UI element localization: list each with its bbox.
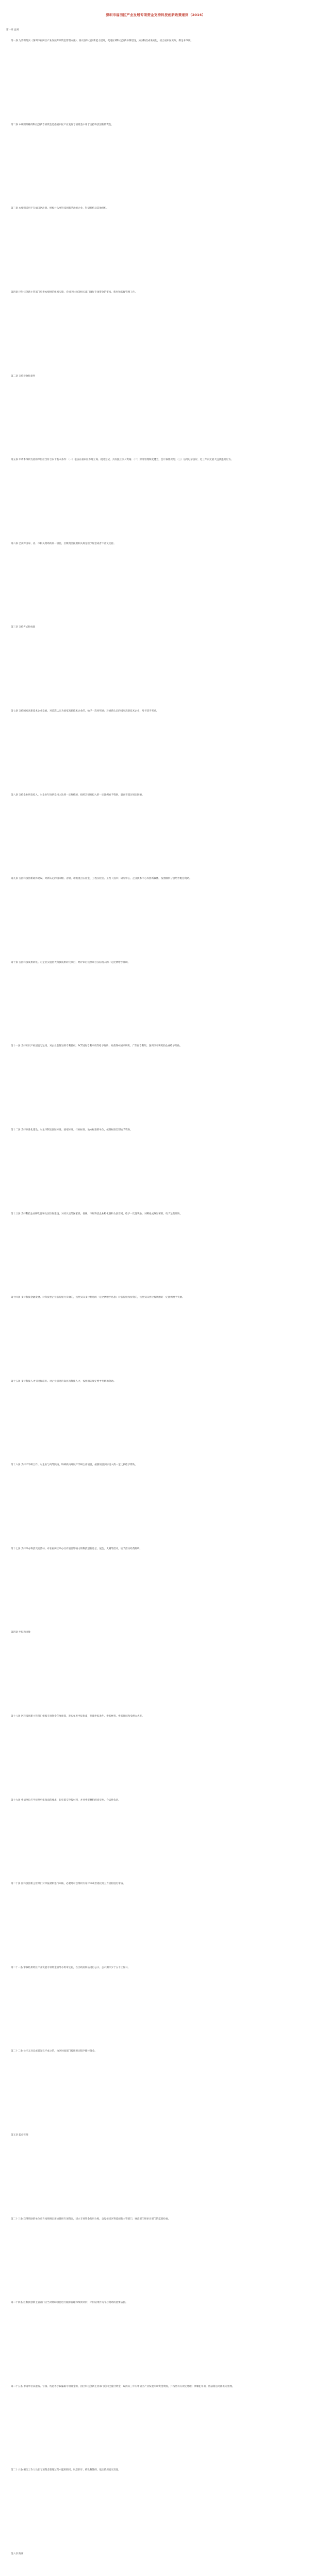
article-paragraph: 第九条 支持科技创新载体建设。对新认定的国家级、省级、市级重点实验室、工程实验室、工程（技术）研究中心、企业技术中心等创新载体，按照级别分别给予配套资助。 bbox=[11, 877, 192, 880]
document-body bbox=[6, 39, 305, 2576]
article-paragraph: 第六条 已获得国家、省、市相关资助的同一项目，区级资金按照相关规定给予配套或者不重复支持。 bbox=[11, 542, 116, 545]
article-paragraph: 第七条 支持国家高新技术企业发展。对首次认定为国家高新技术企业的，给予一次性奖励；对重新认定的国家高新技术企业，给予适当奖励。 bbox=[11, 709, 159, 713]
article-paragraph: 第一条 为贯彻落实《深圳市福田区产业发展专项资金管理办法》，推动区科技创新能力提升，促进区域科技创新体系建设，加快科技成果转化，结合福田区实际，制定本细则。 bbox=[11, 40, 193, 43]
article-paragraph: 第二十六条 相关工作人员在专项资金管理过程中滥用职权、玩忽职守、徇私舞弊的，依法依规追究责任。 bbox=[11, 2469, 121, 2472]
article-paragraph: 第五章 监督管理 bbox=[11, 2134, 28, 2137]
article-paragraph: 第十二条 支持标准化建设。对主导制定国际标准、国家标准、行业标准、地方标准的单位，按照标准类别给予资助。 bbox=[11, 1128, 133, 1131]
document-title: 深圳市福田区产业发展专项资金支持科技创新政策细则（2016） bbox=[105, 13, 206, 17]
article-paragraph: 第十三条 支持科技企业孵化器和众创空间建设。对经认定的国家级、省级、市级科技企业孵化器和众创空间，给予一次性奖励；对孵化成效显著的，给予运营资助。 bbox=[11, 1212, 183, 1215]
article-paragraph: 第十八条 区科技创新主管部门根据专项资金年度预算，发布年度申报指南，明确申报条件、申报材料、申报时间和受理方式等。 bbox=[11, 1715, 144, 1718]
article-paragraph: 第四条 区科技创新主管部门负责本细则的组织实施，会同区财政等相关部门做好专项资金的审核、拨付和监督管理工作。 bbox=[11, 291, 137, 294]
article-paragraph: 第四章 申报和审批 bbox=[11, 1631, 31, 1634]
article-paragraph: 第二十三条 获得资助的单位应当按照规定用途使用专项资金，建立专项资金使用台账，自觉接受区科技创新主管部门、财政部门和审计部门的监督检查。 bbox=[11, 2217, 171, 2221]
article-paragraph: 第三条 本细则适用于在福田区注册、纳税并从事科技创新活动的企业、科研机构及其他组织。 bbox=[11, 207, 109, 210]
article-paragraph: 第三章 支持方式和标准 bbox=[11, 626, 36, 629]
article-paragraph: 第五条 申请本细则支持的单位应当符合以下基本条件：（一）依法在福田区办理工商、税务登记，具有独立法人资格；（二）财务管理制度健全，会计核算规范；（三）信用记录良好，近三年内无重大违法违规行为。 bbox=[11, 459, 233, 462]
article-paragraph: 第六章 附则 bbox=[11, 2553, 24, 2556]
article-paragraph: 第十五条 支持科技人才引进和培养。对企业引进的高层次科技人才，按照相关规定给予奖励和资助。 bbox=[11, 1380, 116, 1383]
article-paragraph: 第二章 支持对象和条件 bbox=[11, 375, 36, 378]
article-paragraph: 第十四条 支持科技金融发展。对科技型企业获得银行贷款的，按照实际支付利息的一定比例给予贴息；对获得股权投资的，按照实际到位投资额的一定比例给予奖励。 bbox=[11, 1296, 185, 1299]
article-paragraph: 第十六条 支持产学研合作。对企业与高等院校、科研机构开展产学研合作项目，按照项目实际投入的一定比例给予资助。 bbox=[11, 1464, 137, 1467]
article-paragraph: 第十九条 申请单位应当按照申报指南的要求，如实提交申报材料，并对申报材料的真实性、合法性负责。 bbox=[11, 1799, 121, 1802]
article-paragraph: 第八条 支持企业研发投入。对企业年度研发投入达到一定规模的，按照其研发投入的一定比例给予资助，最高不超过规定限额。 bbox=[11, 793, 144, 796]
article-paragraph: 第十七条 支持举办科技交流活动。对在福田区举办具有重要影响力的科技创新论坛、展会、大赛等活动，给予活动经费资助。 bbox=[11, 1547, 142, 1550]
article-paragraph: 第二十二条 公示无异议或者异议不成立的，由区财政部门按照规定程序拨付资金。 bbox=[11, 2050, 97, 2053]
article-paragraph: 第二十条 区科技创新主管部门对申报材料进行审核，必要时可以组织专家评审或者委托第三方机构进行审核。 bbox=[11, 1883, 125, 1886]
article-paragraph: 第二条 本细则所称的科技创新专项资金是指福田区产业发展专项资金中用于支持科技创新的资金。 bbox=[11, 123, 113, 126]
article-paragraph: 第十一条 支持知识产权创造与运用。对企业获得发明专利授权、PCT国际专利申请等给予资助；对获得中国专利奖、广东省专利奖、深圳市专利奖的企业给予奖励。 bbox=[11, 1045, 182, 1048]
article-paragraph: 第十条 支持科技成果转化。对企业实施重大科技成果转化项目，经评审后按照项目实际投入的一定比例给予资助。 bbox=[11, 961, 130, 964]
article-paragraph: 第二十四条 区科技创新主管部门应当对资助项目进行跟踪管理和绩效评价，评价结果作为今后资助的重要依据。 bbox=[11, 2301, 128, 2304]
chapter-heading: 第一章 总则 bbox=[6, 29, 19, 31]
article-paragraph: 第二十五条 申请单位以虚报、冒领、伪造等手段骗取专项资金的，由区科技创新主管部门追回已拨付资金，取消其三年内申请区产业发展专项资金资格，并按照有关规定处理；涉嫌犯罪的，依法移送司法机关处理。 bbox=[11, 2385, 235, 2388]
article-paragraph: 第二十一条 审核结果经区产业发展专项资金领导小组审定后，在区政府网站进行公示，公示期不少于五个工作日。 bbox=[11, 1966, 130, 1969]
